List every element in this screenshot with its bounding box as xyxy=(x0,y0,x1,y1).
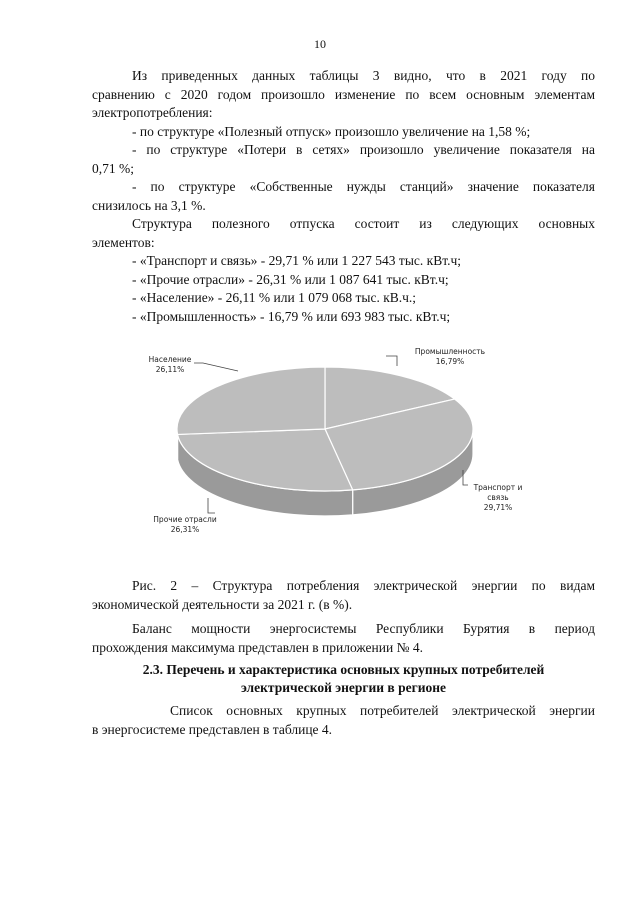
pie-label-population-line: 26,11% xyxy=(155,365,185,374)
intro-line-2: сравнению с 2020 годом произошло изменение по всем основным элементам xyxy=(92,86,595,102)
page-number: 10 xyxy=(314,37,326,51)
intro-line-3: электропотребления: xyxy=(92,105,213,120)
structure-line-1: Структура полезного отпуска состоит из следующих основных xyxy=(132,216,595,231)
intro-bullet-3a: - по структуре «Собственные нужды станций» значение показателя xyxy=(132,179,595,194)
pie-label-population xyxy=(149,355,192,374)
balance-paragraph xyxy=(92,620,595,657)
structure-item-transport: - «Транспорт и связь» - 29,71 % или 1 227 543 тыс. кВт.ч; xyxy=(132,253,461,268)
caption-line-1: Рис. 2 – Структура потребления электрической энергии по видам xyxy=(132,578,595,593)
balance-line-1: Баланс мощности энергосистемы Республики Бурятия в период xyxy=(132,621,595,636)
intro-bullet-1: - по структуре «Полезный отпуск» произошло увеличение на 1,58 %; xyxy=(132,123,531,139)
pie-label-transport-line: 29,71% xyxy=(483,503,513,512)
pie-slices xyxy=(177,367,473,491)
pie-label-industry-line: Промышленность xyxy=(414,347,486,356)
intro-paragraph xyxy=(92,67,595,326)
pie-label-other-line: 26,31% xyxy=(170,525,200,534)
structure-item-industry: - «Промышленность» - 16,79 % или 693 983 тыс. кВт.ч; xyxy=(132,308,451,324)
pie-leader-industry xyxy=(386,356,397,366)
pie-label-industry-line: 16,79% xyxy=(435,357,465,366)
pie-slice-population xyxy=(177,367,325,434)
section-heading-line-2: электрической энергии в регионе xyxy=(240,680,447,695)
caption-line-2: экономической деятельности за 2021 г. (в %). xyxy=(92,596,353,612)
figure-caption xyxy=(92,577,595,614)
pie-label-other-line: Прочие отрасли xyxy=(153,515,217,524)
pie-label-transport-line: Транспорт и xyxy=(473,483,523,492)
intro-bullet-2a: - по структуре «Потери в сетях» произошло увеличение показателя на xyxy=(132,142,595,157)
pie-label-population-line: Население xyxy=(148,355,192,364)
intro-line-1: Из приведенных данных таблицы 3 видно, что в 2021 году по xyxy=(132,68,595,83)
section-heading xyxy=(92,661,595,697)
pie-chart xyxy=(140,340,530,550)
pie-label-transport-line: связь xyxy=(487,493,509,502)
pie-leader-population xyxy=(194,363,238,371)
pie-label-transport xyxy=(473,483,523,512)
closing-paragraph xyxy=(92,702,595,739)
structure-item-other: - «Прочие отрасли» - 26,31 % или 1 087 641 тыс. кВт.ч; xyxy=(132,271,449,287)
balance-line-2: прохождения максимума представлен в приложении № 4. xyxy=(92,639,423,655)
section-heading-line-1: 2.3. Перечень и характеристика основных крупных потребителей xyxy=(142,662,545,677)
intro-bullet-3b: снизилось на 3,1 %. xyxy=(92,197,206,213)
closing-line-2: в энергосистеме представлен в таблице 4. xyxy=(92,721,333,737)
structure-item-population: - «Население» - 26,11 % или 1 079 068 тыс. кВ.ч.; xyxy=(132,290,417,305)
intro-bullet-2b: 0,71 %; xyxy=(92,160,134,176)
pie-leader-other xyxy=(208,498,215,513)
structure-line-2: элементов: xyxy=(92,234,155,250)
pie-label-industry xyxy=(415,347,485,366)
pie-label-other xyxy=(153,515,217,534)
closing-line-1: Список основных крупных потребителей электрической энергии xyxy=(170,703,595,718)
